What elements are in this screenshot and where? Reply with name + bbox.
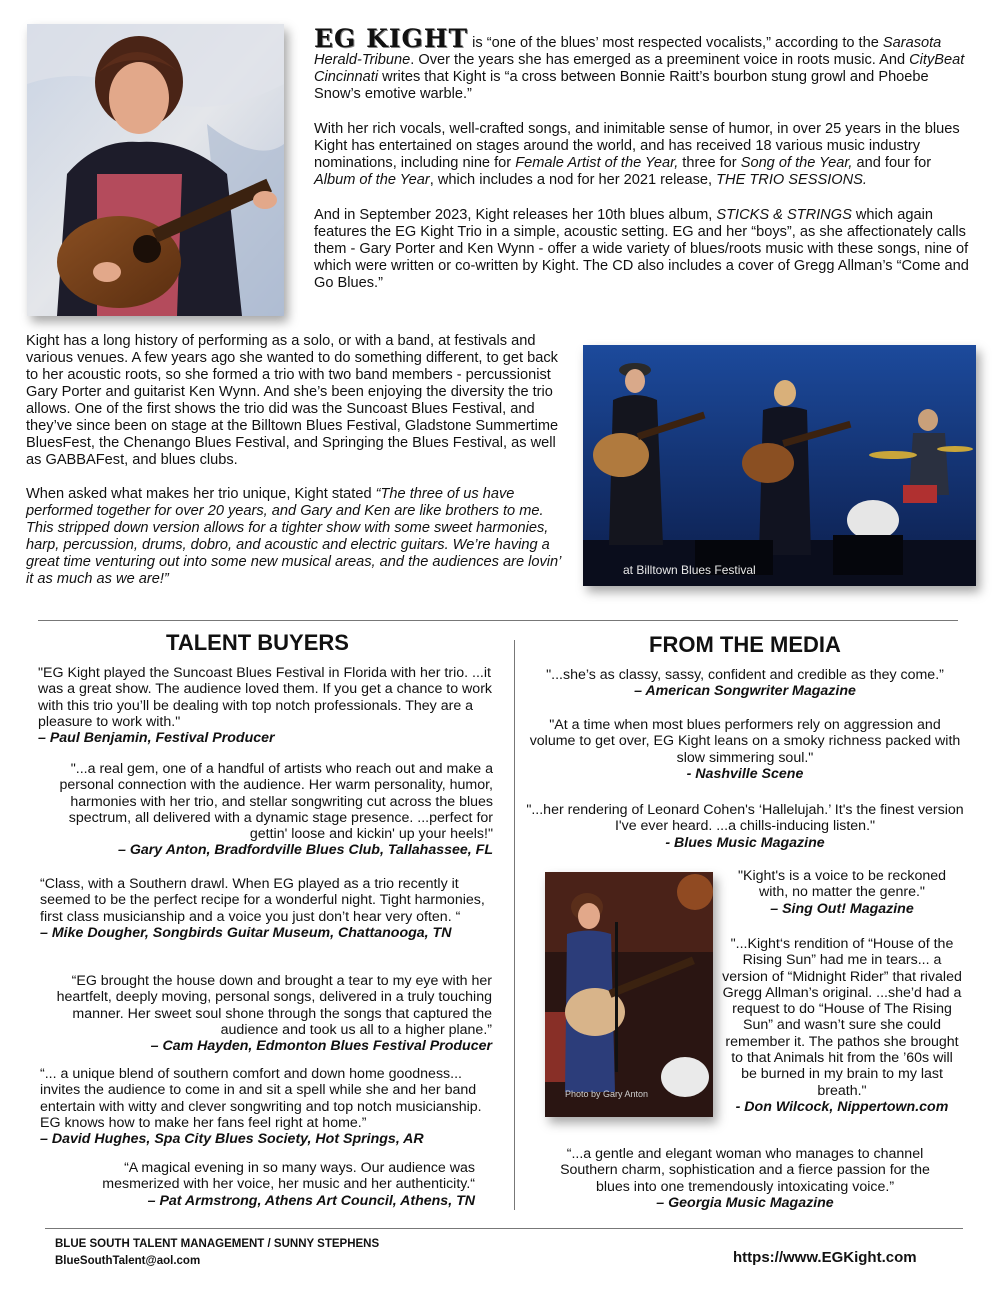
media-quote-3-attribution: - Blues Music Magazine — [665, 834, 825, 851]
bio-intro — [314, 24, 974, 292]
media-quote-4-attribution: – Sing Out! Magazine — [770, 900, 914, 917]
footer-contact — [55, 1236, 379, 1270]
management-name: BLUE SOUTH TALENT MANAGEMENT / SUNNY STEPHENS — [55, 1238, 380, 1250]
media-quote-6-attribution: – Georgia Music Magazine — [656, 1194, 834, 1211]
talent-quote-6: “A magical evening in so many ways. Our audience was mesmerized with her voice, her music and her authenticity.“ – Pat Armstrong, Athens Art Council, Athens, TN — [90, 1160, 475, 1210]
talent-quote-1: "EG Kight played the Suncoast Blues Festival in Florida with her trio. ...it was a great show. The audience loved them. If you get a chance to work with this trio you’ll be dealing with top notch professionals. They are a pleasure to work with." – Paul Benjamin, Festival Producer — [38, 665, 498, 747]
live-performance-photo — [545, 872, 713, 1117]
footer-divider — [45, 1228, 963, 1229]
bio-paragraph-2: With her rich vocals, well-crafted songs, and inimitable sense of humor, in over 25 years in the blues Kight has entertained on stages around the world, and has received 18 various music industry nominations, including nine for Female Artist of the Year, three for Song of the Year, and four for Album of the Year, which includes a nod for her 2021 release, THE TRIO SESSIONS. — [314, 121, 960, 188]
bio-paragraph-4: Kight has a long history of performing as a solo, or with a band, at festivals and various venues. A few years ago she wanted to do something different, to get back to her acoustic roots, so she formed a trio with two band members - percussionist Gary Porter and guitarist Ken Wynn. And she’s been enjoying the diversity the trio allows. One of the first shows the trio did was the Suncoast Blues Festival, and they’ve since been on stage at the Billtown Blues Festival, Gladstone Summertime BluesFest, the Chenango Blues Festival, and Springing the Blues Festival, as well as GABBAFest, and blues clubs. — [26, 333, 559, 468]
bio-paragraph-3: And in September 2023, Kight releases her 10th blues album, STICKS & STRINGS which again features the EG Kight Trio in a simple, acoustic setting. EG and her “boys”, as she affectionately calls them - Gary Porter and Ken Wynn - offer a wide variety of blues/roots music with these songs, nine of which were written or co-written by Kight. The CD also includes a cover of Gregg Allman’s “Come and Go Blues.” — [314, 207, 969, 291]
media-quote-5: "...Kight‘s rendition of “House of the Rising Sun” had me in tears... a version of “Midnight Rider” that rivaled Gregg Allman’s original. ...she’d had a request to do “House of The Rising Sun” and wasn’t sure she could remember it. The pathos she brought to that Animals hit from the ’60s will be burned in my brain to my last breath." - Don Wilcock, Nippertown.com — [722, 936, 962, 1115]
stage-photo-caption: at Billtown Blues Festival — [623, 563, 756, 577]
artist-name: EG KIGHT — [314, 24, 469, 53]
media-quote-1: "...she’s as classy, sassy, confident and credible as they come.” – American Songwriter Magazine — [525, 667, 965, 700]
media-quote-2-attribution: - Nashville Scene — [686, 765, 804, 782]
talent-quote-2-attribution: – Gary Anton, Bradfordville Blues Club, Tallahassee, FL — [117, 842, 493, 859]
column-divider — [514, 640, 515, 1210]
bio-paragraph-1: EG KIGHT is “one of the blues’ most respected vocalists,” according to the Sarasota Herald-Tribune. Over the years she has emerged as a preeminent voice in roots music. And CityBeat Cincinnati writes that Kight is “a cross between Bonnie Raitt’s bourbon stung growl and Phoebe Snow’s emotive warble.” — [314, 24, 965, 102]
media-quote-4: "Kight's is a voice to be reckoned with, no matter the genre." – Sing Out! Magazine — [722, 868, 962, 918]
media-quote-3: "...her rendering of Leonard Cohen's ‘Hallelujah.’ It's the finest version I've ever heard. ...a chills-inducing listen." - Blues Music Magazine — [526, 802, 964, 851]
live-photo-caption: Photo by Gary Anton — [565, 1089, 649, 1099]
media-quote-2: "At a time when most blues performers rely on aggression and volume to get over, EG Kight leans on a smoky richness packed with slow simmering soul." - Nashville Scene — [525, 717, 965, 783]
talent-quote-5: “... a unique blend of southern comfort and down home goodness... invites the audience to come in and sit a spell while she and her band entertain with witty and clever songwriting and top notch musicianship. EG knows how to make her fans feel right at home.” – David Hughes, Spa City Blues Society, Hot Springs, AR — [40, 1066, 500, 1148]
talent-quote-2: "...a real gem, one of a handful of artists who reach out and make a personal connection with the audience. Her warm personality, humor, harmonies with her trio, and stellar songwriting cut across the blues spectrum, all delivered with a dynamic stage presence. ...perfect for gettin' loose and kickin' up your heels!" – Gary Anton, Bradfordville Blues Club, Tallahassee, FL — [38, 761, 493, 859]
talent-quote-5-attribution: – David Hughes, Spa City Blues Society, Hot Springs, AR — [40, 1131, 424, 1148]
media-quote-6: “...a gentle and elegant woman who manages to channel Southern charm, sophistication and a fierce passion for the blues into one tremendously intoxicating voice.” – Georgia Music Magazine — [545, 1146, 945, 1212]
talent-quote-1-attribution: – Paul Benjamin, Festival Producer — [38, 730, 275, 747]
bio-paragraph-5: When asked what makes her trio unique, Kight stated “The three of us have performed together for over 20 years, and Gary and Ken are like brothers to me. This stripped down version allows for a tighter show with some sweet harmonies, harp, percussion, drums, dobro, and acoustic and electric guitars. We’re having a great time venturing out into some new musical areas, and the audiences are lovin’ it as much as we are!” — [26, 486, 561, 587]
media-quote-1-attribution: – American Songwriter Magazine — [634, 683, 856, 700]
stage-photo — [583, 345, 976, 586]
talent-quote-3-attribution: – Mike Dougher, Songbirds Guitar Museum, Chattanooga, TN — [40, 924, 452, 941]
talent-quote-4-attribution: – Cam Hayden, Edmonton Blues Festival Producer — [150, 1038, 492, 1055]
portrait-photo — [27, 24, 284, 316]
talent-quote-6-attribution: – Pat Armstrong, Athens Art Council, Athens, TN — [147, 1192, 475, 1209]
talent-buyers-title: TALENT BUYERS — [166, 630, 349, 655]
talent-quote-3: “Class, with a Southern drawl. When EG played as a trio recently it seemed to be the perfect recipe for a wonderful night. Tight harmonies, first class musicianship and a voice you just don’t hear very often. “ – Mike Dougher, Songbirds Guitar Museum, Chattanooga, TN — [40, 876, 490, 942]
media-quote-5-attribution: - Don Wilcock, Nippertown.com — [735, 1098, 949, 1115]
section-divider-top — [38, 620, 958, 621]
talent-quote-4: “EG brought the house down and brought a tear to my eye with her heartfelt, deeply moving, personal songs, delivered in a truly touching manner. Her sweet soul shone through the songs that captured the audience and took us all to a higher plane.” – Cam Hayden, Edmonton Blues Festival Producer — [50, 973, 492, 1055]
website-link[interactable]: https://www.EGKight.com — [733, 1249, 917, 1266]
contact-email[interactable]: BlueSouthTalent@aol.com — [55, 1255, 201, 1267]
bio-history — [26, 333, 571, 588]
from-the-media-title: FROM THE MEDIA — [649, 632, 841, 657]
